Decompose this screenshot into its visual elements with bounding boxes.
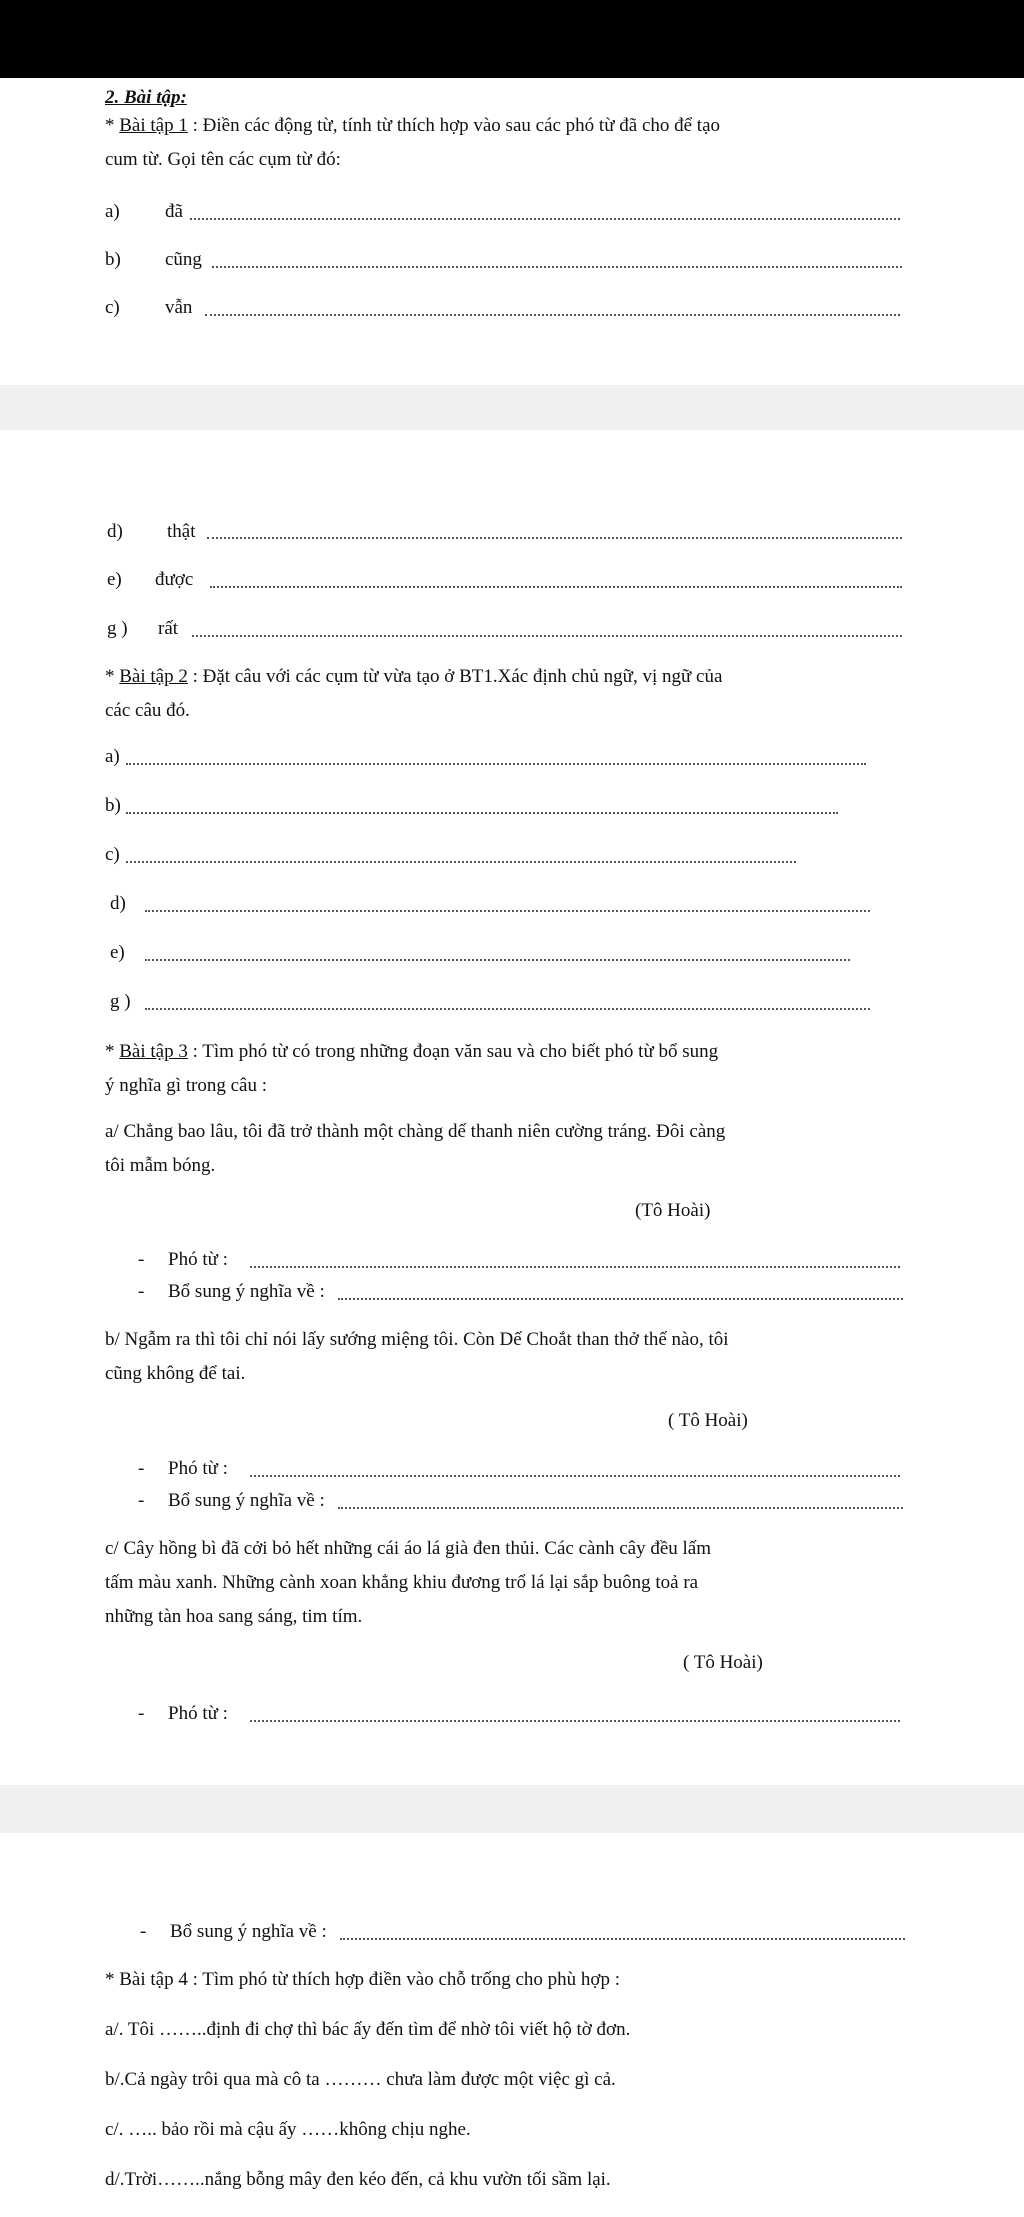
passage-c-meaning-bullet: - [140,1921,147,1942]
exercise-2-instruction-1: : Đặt câu với các cụm từ vừa tạo ở BT1.Xác định chủ ngữ, vị ngữ của [187,666,723,687]
top-black-bar [0,0,1024,78]
page-break [0,1785,1024,1833]
ex2-item-d-letter: d) [110,893,126,914]
ex1-item-c-letter: c) [105,297,120,318]
passage-b-adverb-answer-line[interactable] [250,1475,900,1477]
ex1-item-g-letter: g ) [107,618,128,639]
ex1-item-e-answer-line[interactable] [210,586,902,588]
ex1-item-d-word: thật [167,521,196,542]
exercise-3-star: * [105,1041,120,1062]
ex2-item-a-letter: a) [105,746,120,767]
exercise-3-name: Bài tập 3 [119,1041,188,1062]
ex1-item-b-letter: b) [105,249,121,270]
passage-c-meaning-answer-line[interactable] [340,1938,905,1940]
ex1-item-g-word: rất [158,618,179,639]
exercise-1-heading [105,114,720,138]
ex4-line-b: b/.Cả ngày trôi qua mà cô ta ……… chưa làm được một việc gì cả. [105,2069,616,2090]
passage-a-meaning-answer-line[interactable] [338,1298,903,1300]
passage-a-source: (Tô Hoài) [635,1200,711,1221]
passage-c-meaning-label: Bổ sung ý nghĩa về : [170,1921,327,1942]
ex2-item-b-letter: b) [105,795,121,816]
ex1-item-d-letter: d) [107,521,123,542]
exercise-1-name: Bài tập 1 [119,115,188,136]
ex4-line-c: c/. ….. bảo rồi mà cậu ấy ……không chịu nghe. [105,2119,471,2140]
ex1-item-d-answer-line[interactable] [207,537,902,539]
passage-b-meaning-label: Bổ sung ý nghĩa về : [168,1490,325,1511]
ex2-item-d-answer-line[interactable] [145,910,870,912]
section-title: 2. Bài tập: [105,87,187,108]
ex2-item-g-letter: g ) [110,991,131,1012]
exercise-1-instruction-2: cum từ. Gọi tên các cụm từ đó: [105,149,341,170]
ex4-line-a: a/. Tôi ……..định đi chợ thì bác ấy đến tìm để nhờ tôi viết hộ tờ đơn. [105,2019,631,2040]
ex1-item-e-word: được [155,569,194,590]
passage-b-adverb-bullet: - [138,1458,145,1479]
exercise-2-star: * [105,666,120,687]
exercise-3-instruction-1: : Tìm phó từ có trong những đoạn văn sau và cho biết phó từ bổ sung [187,1041,719,1062]
passage-a-adverb-label: Phó từ : [168,1249,228,1270]
ex2-item-e-letter: e) [110,942,125,963]
ex2-item-a-answer-line[interactable] [126,763,866,765]
ex1-item-a-answer-line[interactable] [190,218,900,220]
passage-c-line-2: tấm màu xanh. Những cành xoan khẳng khiu đương trổ lá lại sắp buông toả ra [105,1572,699,1593]
passage-c-source: ( Tô Hoài) [683,1652,763,1673]
passage-a-line-2: tôi mẫm bóng. [105,1155,216,1176]
passage-b-line-2: cũng không để tai. [105,1363,246,1384]
passage-a-meaning-bullet: - [138,1281,145,1302]
passage-c-line-1: c/ Cây hồng bì đã cởi bỏ hết những cái áo lá già đen thủi. Các cành cây đều lấm [105,1538,711,1559]
exercise-2-instruction-2: các câu đó. [105,700,190,721]
ex1-item-g-answer-line[interactable] [192,635,902,637]
ex2-item-c-answer-line[interactable] [126,861,796,863]
passage-c-line-3: những tàn hoa sang sáng, tim tím. [105,1606,363,1627]
exercise-3-instruction-2: ý nghĩa gì trong câu : [105,1075,267,1096]
exercise-1-instruction-1: : Điền các động từ, tính từ thích hợp vào sau các phó từ đã cho để tạo [187,115,721,136]
passage-a-adverb-answer-line[interactable] [250,1266,900,1268]
exercise-3-heading [105,1040,718,1064]
ex4-line-d: d/.Trời……..nắng bỗng mây đen kéo đến, cả khu vườn tối sầm lại. [105,2169,611,2190]
exercise-2-heading [105,665,722,689]
ex1-item-b-answer-line[interactable] [212,266,902,268]
ex2-item-b-answer-line[interactable] [126,812,838,814]
ex1-item-c-word: vẫn [165,297,193,318]
exercise-2-name: Bài tập 2 [119,666,188,687]
exercise-1-star: * [105,115,120,136]
passage-c-adverb-label: Phó từ : [168,1703,228,1724]
ex2-item-c-letter: c) [105,844,120,865]
ex1-item-a-letter: a) [105,201,120,222]
ex1-item-a-word: đã [165,201,183,222]
ex1-item-c-answer-line[interactable] [205,314,900,316]
passage-b-line-1: b/ Ngẫm ra thì tôi chỉ nói lấy sướng miệng tôi. Còn Dế Choắt than thở thế nào, tôi [105,1329,729,1350]
ex2-item-g-answer-line[interactable] [145,1008,870,1010]
passage-b-adverb-label: Phó từ : [168,1458,228,1479]
ex1-item-b-word: cũng [165,249,202,270]
page-break [0,385,1024,430]
ex2-item-e-answer-line[interactable] [145,959,850,961]
ex1-item-e-letter: e) [107,569,122,590]
passage-b-source: ( Tô Hoài) [668,1410,748,1431]
passage-b-meaning-answer-line[interactable] [338,1507,903,1509]
passage-a-meaning-label: Bổ sung ý nghĩa về : [168,1281,325,1302]
passage-c-adverb-bullet: - [138,1703,145,1724]
passage-a-line-1: a/ Chẳng bao lâu, tôi đã trở thành một chàng dế thanh niên cường tráng. Đôi càng [105,1121,726,1142]
passage-c-adverb-answer-line[interactable] [250,1720,900,1722]
passage-b-meaning-bullet: - [138,1490,145,1511]
exercise-4-heading: * Bài tập 4 : Tìm phó từ thích hợp điền vào chỗ trống cho phù hợp : [105,1969,621,1990]
passage-a-adverb-bullet: - [138,1249,145,1270]
